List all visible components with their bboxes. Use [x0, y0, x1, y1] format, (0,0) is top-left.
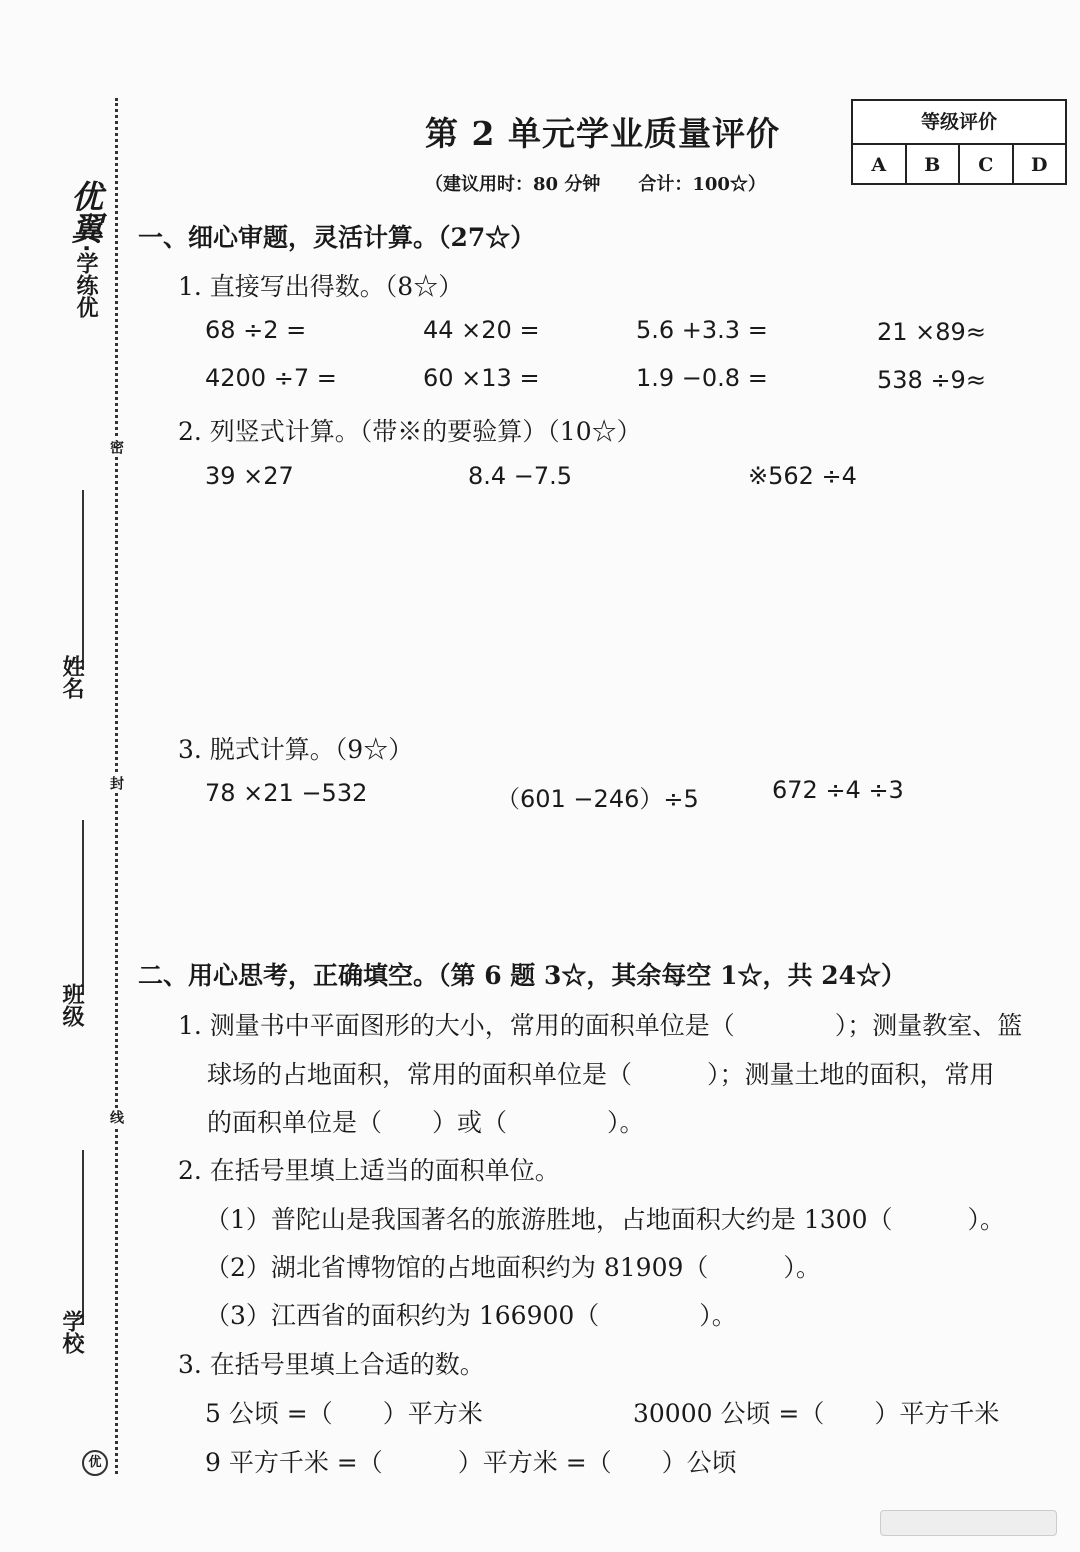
part2-q3-row1-left: 5 公顷 =（ ）平方米 [205, 1399, 483, 1428]
school-label: 学校 [59, 1310, 84, 1354]
brand-logo: 优翼·学练优 [66, 180, 104, 319]
part2-q2-title: 2. 在括号里填上适当的面积单位。 [178, 1156, 560, 1185]
q1-expr-6: 60 ×13 = [423, 364, 540, 392]
q2-expr-3: ※562 ÷4 [748, 462, 857, 490]
subtitle [425, 170, 766, 196]
time-hint: （建议用时：80 分钟 [425, 174, 601, 195]
q1-expr-2: 44 ×20 = [423, 316, 540, 344]
page-title: 第 2 单元学业质量评价 [425, 114, 780, 153]
q2-expr-1: 39 ×27 [205, 462, 294, 490]
part2-q2-item-1: （1）普陀山是我国著名的旅游胜地，占地面积大约是 1300（ ）。 [205, 1205, 1005, 1234]
q1-expr-8: 538 ÷9≈ [877, 366, 986, 394]
part1-q2-title: 2. 列竖式计算。（带※的要验算）（10☆） [178, 417, 642, 446]
grade-title: 等级评价 [853, 101, 1065, 145]
q2-expr-2: 8.4 −7.5 [468, 462, 573, 490]
part2-q1-line2: 球场的占地面积，常用的面积单位是（ ）；测量土地的面积，常用 [207, 1060, 995, 1089]
binding-word-line: 线 [108, 1110, 124, 1124]
part2-q3-title: 3. 在括号里填上合适的数。 [178, 1350, 485, 1379]
part1-q1-title: 1. 直接写出得数。（8☆） [178, 272, 464, 301]
class-underline [82, 820, 84, 995]
grade-cell-c[interactable]: C [958, 145, 1012, 185]
name-underline [82, 490, 84, 670]
q1-expr-1: 68 ÷2 = [205, 316, 307, 344]
q1-expr-4: 21 ×89≈ [877, 318, 986, 346]
q1-expr-5: 4200 ÷7 = [205, 364, 337, 392]
q3-expr-2: （601 −246）÷5 [496, 785, 699, 813]
grade-cell-b[interactable]: B [905, 145, 959, 185]
grade-box [851, 99, 1067, 185]
q3-expr-3: 672 ÷4 ÷3 [772, 776, 904, 804]
q1-expr-3: 5.6 +3.3 = [636, 316, 768, 344]
part2-q2-item-2: （2）湖北省博物馆的占地面积约为 81909（ ）。 [205, 1253, 821, 1282]
part2-heading: 二、用心思考，正确填空。（第 6 题 3☆，其余每空 1☆，共 24☆） [138, 961, 906, 990]
q3-expr-1: 78 ×21 −532 [205, 779, 368, 807]
name-label: 姓名 [59, 655, 84, 699]
part2-q2-item-3: （3）江西省的面积约为 166900（ ）。 [205, 1301, 737, 1330]
part1-heading: 一、细心审题，灵活计算。（27☆） [138, 223, 536, 252]
part2-q3-row1-right: 30000 公顷 =（ ）平方千米 [633, 1399, 1000, 1428]
part2-q1-line3: 的面积单位是（ ）或（ ）。 [207, 1108, 645, 1137]
part1-q3-title: 3. 脱式计算。（9☆） [178, 735, 414, 764]
q1-expr-7: 1.9 −0.8 = [636, 364, 768, 392]
class-label: 班级 [59, 983, 84, 1027]
total-score: 合计：100☆） [638, 174, 766, 195]
grade-cell-a[interactable]: A [871, 154, 887, 176]
part2-q1-line1: 1. 测量书中平面图形的大小，常用的面积单位是（ ）；测量教室、篮 [178, 1011, 1023, 1040]
scan-watermark [880, 1510, 1057, 1536]
binding-word-seal-2: 封 [108, 776, 124, 790]
grade-cell-d[interactable]: D [1012, 145, 1066, 185]
binding-word-seal-1: 密 [108, 440, 124, 454]
part2-q3-row2: 9 平方千米 =（ ）平方米 =（ ）公顷 [205, 1448, 737, 1477]
school-underline [82, 1150, 84, 1325]
brand-circle-mark: 优 [82, 1450, 108, 1476]
